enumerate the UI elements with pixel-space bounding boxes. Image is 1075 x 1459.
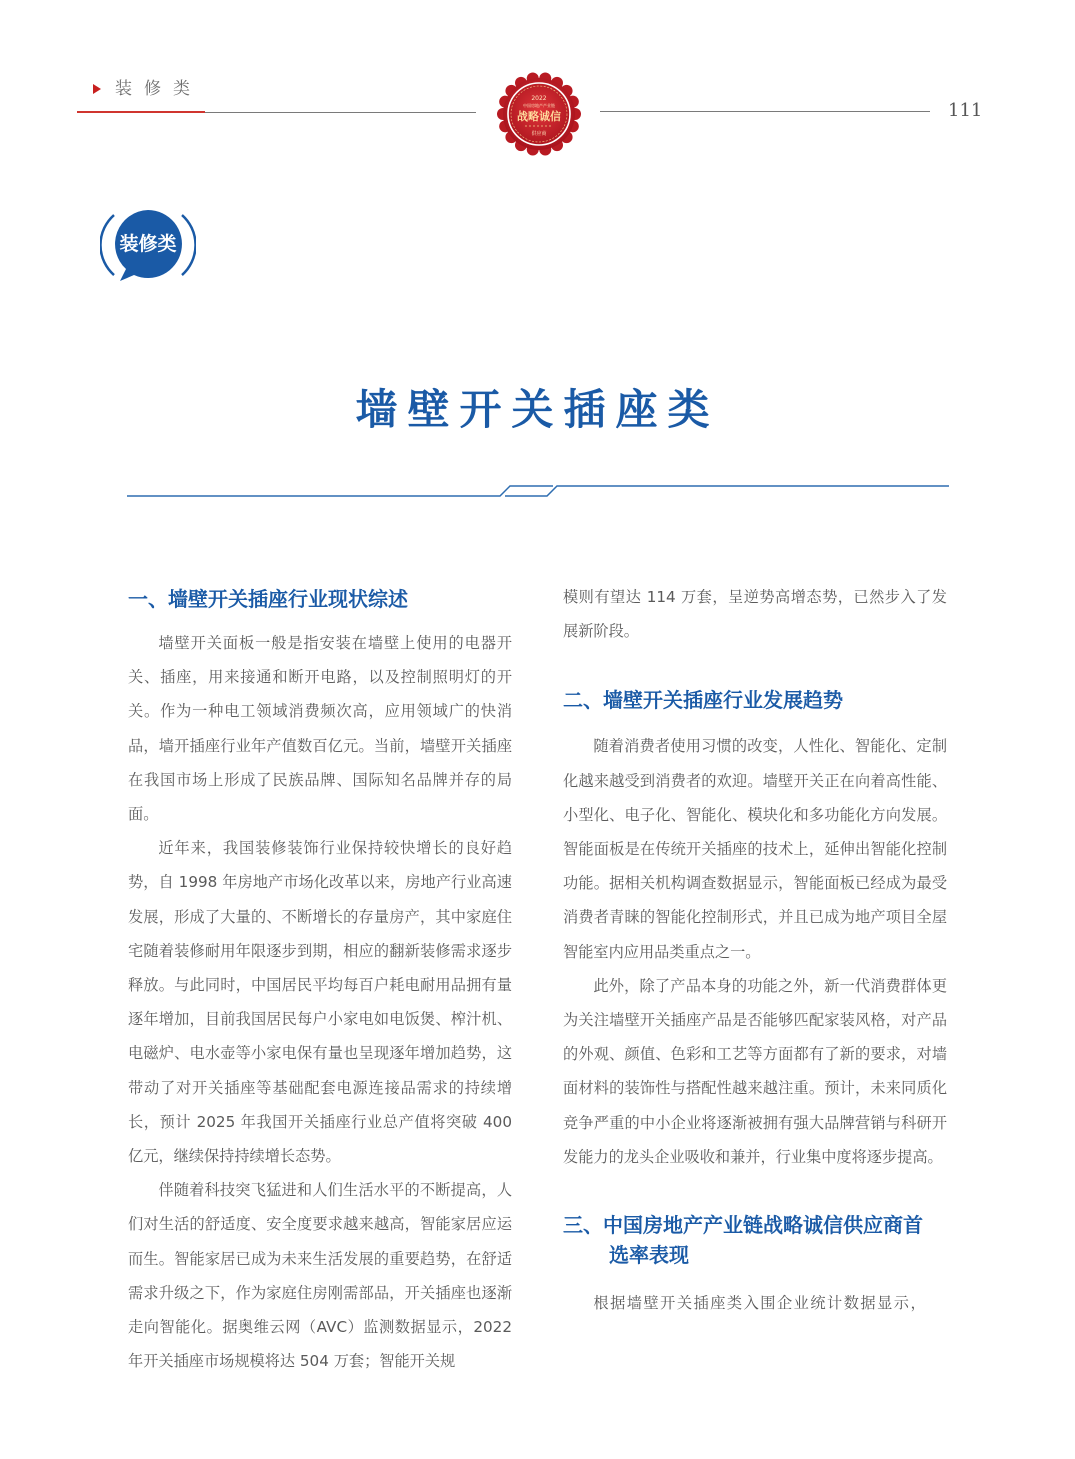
triangle-marker-icon xyxy=(93,84,101,94)
section-heading-1: 一、墙壁开关插座行业现状综述 xyxy=(128,587,408,611)
header-accent-rule xyxy=(77,111,205,113)
seal-year: 2022 xyxy=(531,95,547,102)
page-title: 墙壁开关插座类 xyxy=(355,385,720,435)
badge-label: 装修类 xyxy=(119,233,177,255)
section-heading-3 xyxy=(563,1210,947,1270)
section-heading-3-line1: 三、中国房地产产业链战略诚信供应商首 xyxy=(563,1213,923,1238)
paragraph: 根据墙壁开关插座类入围企业统计数据显示， xyxy=(593,1294,928,1313)
seal-main-text: 战略诚信 xyxy=(517,110,561,123)
paragraph: 随着消费者使用习惯的改变，人性化、智能化、定制化越来越受到消费者的欢迎。墙壁开关正在向着高性能、小型化、电子化、智能化、模块化和多功能化方向发展。智能面板是在传统开关插座的技术上，延伸出智能化控制功能。据相关机构调查数据显示，智能面板已经成为最受消费者青睐的智能化控制形式，并且已成为地产项目全屋智能室内应用品类重点之一。 xyxy=(563,737,947,961)
category-badge xyxy=(100,203,196,287)
title-divider xyxy=(127,480,949,504)
section-heading-2: 二、墙壁开关插座行业发展趋势 xyxy=(563,688,843,713)
section-heading-3-line2: 选率表现 xyxy=(609,1243,689,1268)
page-header xyxy=(0,0,1075,170)
strategic-integrity-seal xyxy=(497,72,581,156)
paragraph-continued: 模则有望达 114 万套，呈逆势高增态势，已然步入了发展新阶段。 xyxy=(563,588,947,641)
header-rule-right xyxy=(600,111,930,112)
right-column xyxy=(563,580,947,1320)
header-category: 装修类 xyxy=(115,79,202,99)
seal-subtitle: 中国房地产产业链 xyxy=(523,103,555,108)
paragraph: 伴随着科技突飞猛进和人们生活水平的不断提高，人们对生活的舒适度、安全度要求越来越高，智能家居应运而生。智能家居已成为未来生活发展的重要趋势，在舒适需求升级之下，作为家庭住房刚需部品，开关插座也逐渐走向智能化。据奥维云网（AVC）监测数据显示，2022 年开关插座市场规模将达 504 万套；智能开关规 xyxy=(128,1181,512,1371)
header-rule-left xyxy=(205,112,476,113)
paragraph: 近年来，我国装修装饰行业保持较快增长的良好趋势，自 1998 年房地产市场化改革以来，房地产行业高速发展，形成了大量的、不断增长的存量房产，其中家庭住宅随着装修耐用年限逐步到期，相应的翻新装修需求逐步释放。与此同时，中国居民平均每百户耗电耐用品拥有量逐年增加，目前我国居民每户小家电如电饭煲、榨汁机、电磁炉、电水壶等小家电保有量也呈现逐年增加趋势，这带动了对开关插座等基础配套电源连接品需求的持续增长，预计 2025 年我国开关插座行业总产值将突破 400 亿元，继续保持持续增长态势。 xyxy=(128,839,512,1166)
paragraph: 墙壁开关面板一般是指安装在墙壁上使用的电器开关、插座，用来接通和断开电路，以及控制照明灯的开关。作为一种电工领域消费频次高，应用领域广的快消品，墙开插座行业年产值数百亿元。当前，墙壁开关插座在我国市场上形成了民族品牌、国际知名品牌并存的局面。 xyxy=(128,634,512,824)
paragraph: 此外，除了产品本身的功能之外，新一代消费群体更为关注墙壁开关插座产品是否能够匹配家装风格，对产品的外观、颜值、色彩和工艺等方面都有了新的要求，对墙面材料的装饰性与搭配性越来越注重。预计，未来同质化竞争严重的中小企业将逐渐被拥有强大品牌营销与科研开发能力的龙头企业吸收和兼并，行业集中度将逐步提高。 xyxy=(563,976,947,1166)
left-column xyxy=(128,584,512,1378)
seal-bottom-text: 供应商 xyxy=(531,131,547,137)
page-number: 111 xyxy=(948,100,983,121)
